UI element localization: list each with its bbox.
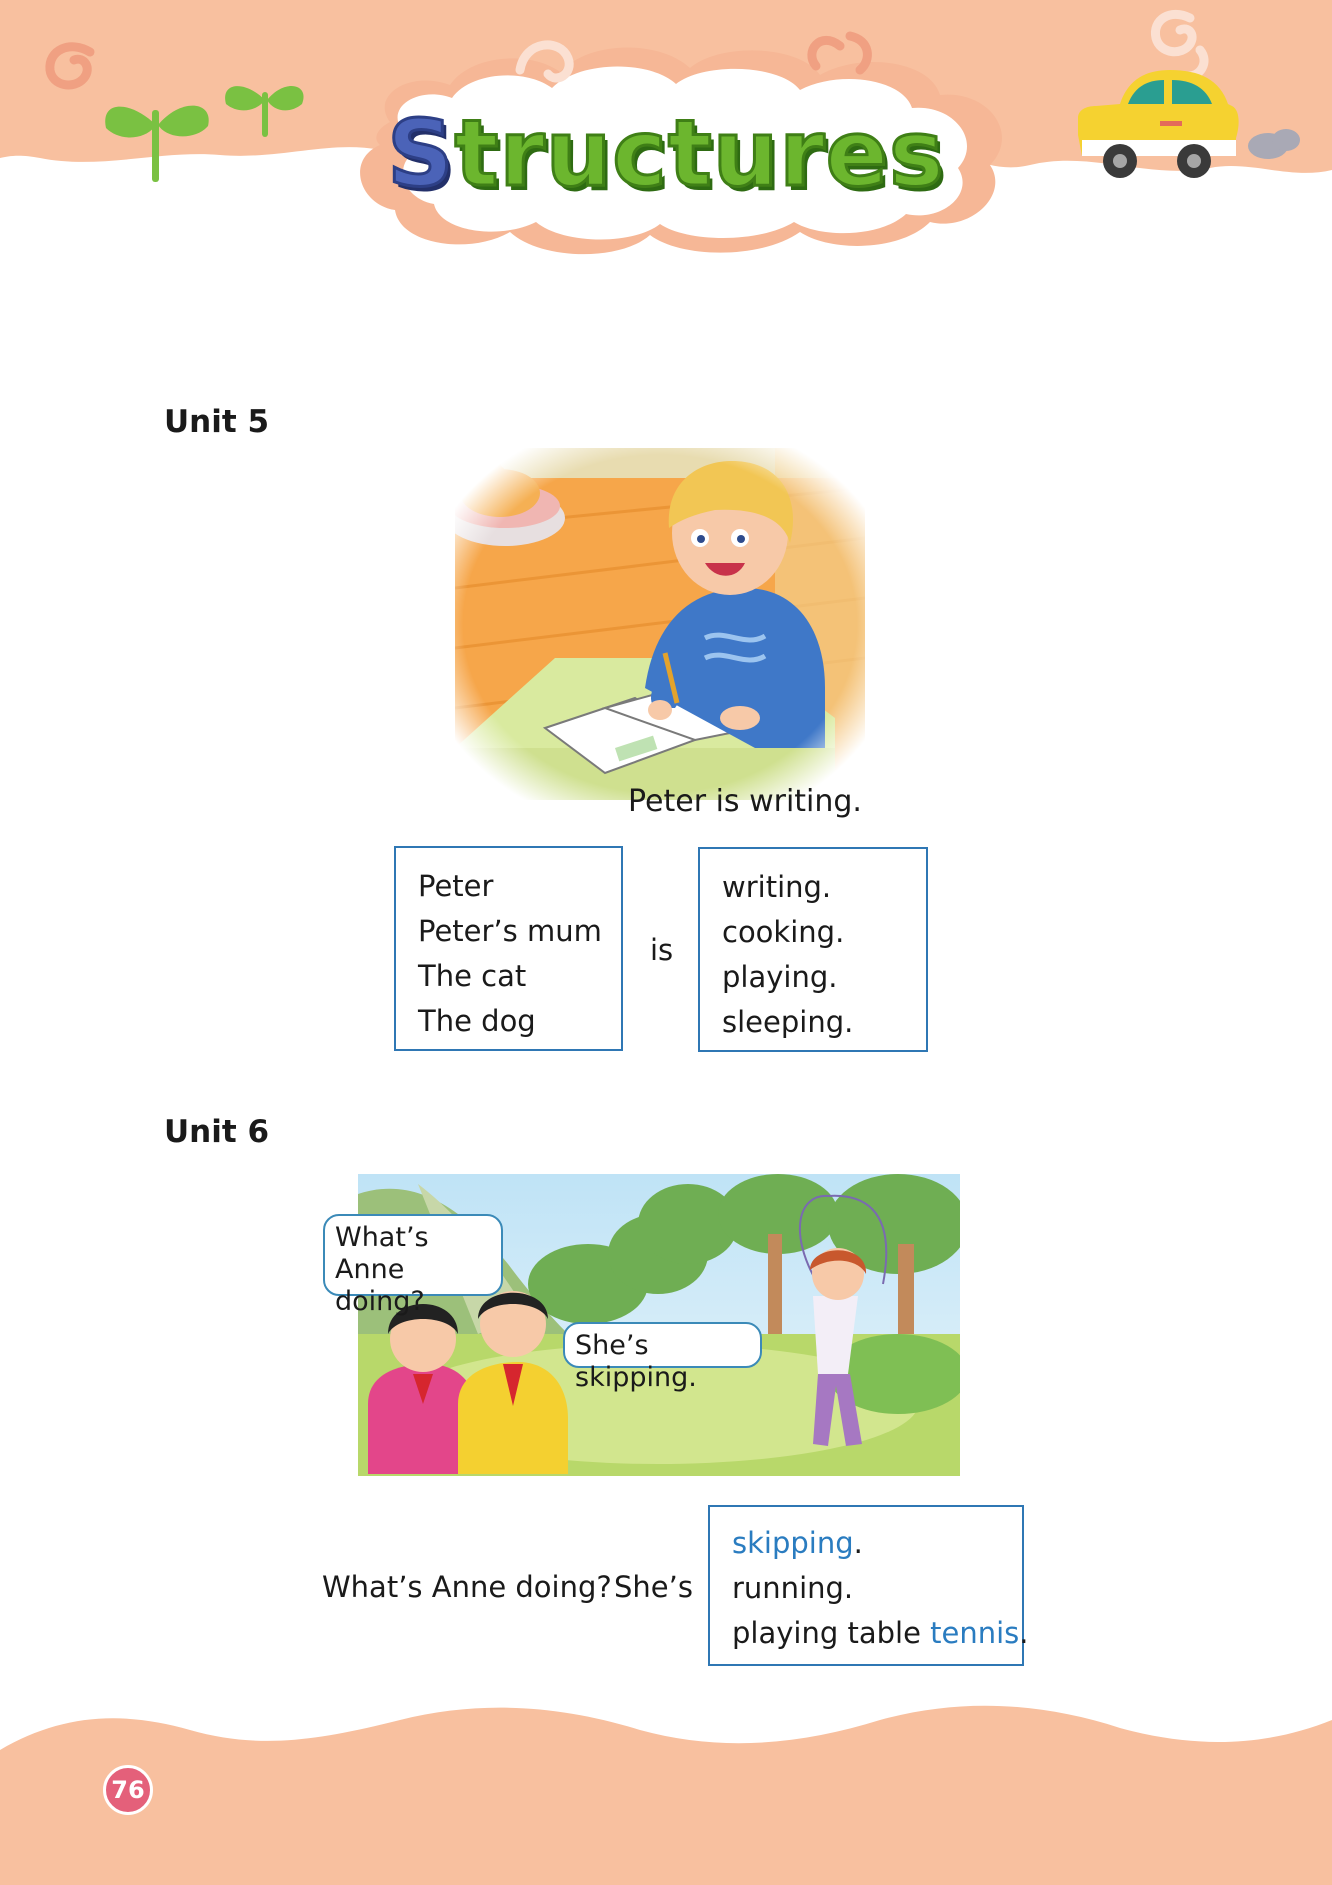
option-item: playing table tennis. <box>732 1616 1029 1650</box>
unit-6-heading: Unit 6 <box>164 1114 270 1150</box>
illustration-boy-writing <box>455 448 865 800</box>
unit-5-caption: Peter is writing. <box>628 784 862 819</box>
speech-bubble-answer: She’s skipping. <box>563 1322 762 1368</box>
page-title: Structures <box>387 100 945 207</box>
action-item: sleeping. <box>722 1005 854 1039</box>
actions-box <box>698 847 928 1052</box>
option-item: skipping. <box>732 1526 863 1560</box>
footer-banner <box>0 1690 1332 1885</box>
unit-5-heading: Unit 5 <box>164 404 270 440</box>
action-item: cooking. <box>722 915 845 949</box>
action-item: playing. <box>722 960 838 994</box>
verb-is: is <box>650 933 674 967</box>
subject-item: Peter’s mum <box>418 914 602 948</box>
action-item: writing. <box>722 870 832 904</box>
speech-bubble-question: What’s Anne doing? <box>323 1214 503 1296</box>
unit-6-question: What’s Anne doing? <box>322 1570 612 1604</box>
options-box <box>708 1505 1029 1666</box>
subjects-box <box>394 846 623 1051</box>
unit-6-answer-start: She’s <box>614 1570 693 1604</box>
subject-item: The dog <box>418 1004 536 1038</box>
subject-item: The cat <box>418 959 527 993</box>
subject-item: Peter <box>418 869 494 903</box>
page-number: 76 <box>103 1765 153 1815</box>
option-item: running. <box>732 1571 854 1605</box>
